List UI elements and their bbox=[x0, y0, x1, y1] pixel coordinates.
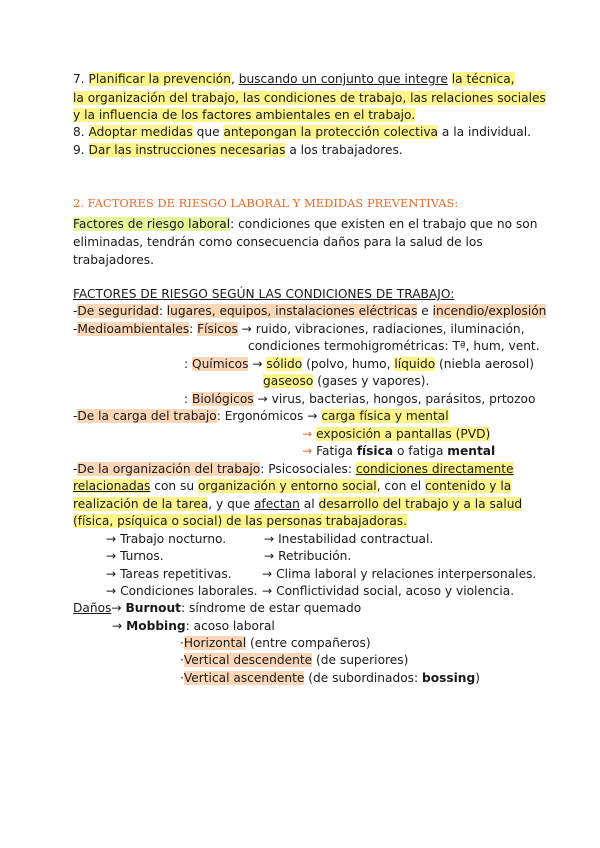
item-number: 7. bbox=[73, 72, 89, 86]
text: que bbox=[192, 125, 224, 139]
text: Fatiga bbox=[316, 444, 357, 458]
factors-heading: FACTORES DE RIESGO SEGÚN LAS CONDICIONES DE TRABAJO: bbox=[73, 287, 455, 301]
arrow-icon: → bbox=[111, 601, 126, 615]
text: : bbox=[184, 392, 192, 406]
list-item-7-line3 bbox=[73, 107, 415, 124]
list-item-9 bbox=[73, 142, 403, 159]
list-item: → Retribución. bbox=[264, 549, 352, 563]
list-item: → Condiciones laborales. bbox=[106, 584, 258, 598]
list-item: → Turnos. bbox=[106, 549, 164, 563]
text: , bbox=[230, 72, 239, 86]
list-item: → Inestabilidad contractual. bbox=[264, 532, 434, 546]
definition-line3: trabajadores. bbox=[73, 253, 154, 267]
bold-text: bossing bbox=[422, 671, 476, 685]
factor-organizacion bbox=[73, 461, 514, 478]
highlight-text: exposición a pantallas (PVD) bbox=[316, 427, 491, 441]
text: - bbox=[73, 409, 78, 423]
highlight-text: y la influencia de los factores ambientales en el trabajo. bbox=[73, 108, 416, 122]
gaseoso-line bbox=[263, 373, 429, 390]
text: , con el bbox=[376, 479, 425, 493]
text: (polvo, humo, bbox=[302, 357, 395, 371]
underlined-text: condiciones directamente bbox=[355, 462, 514, 476]
highlight-text: la organización del trabajo, las condiciones de trabajo, las relaciones sociales bbox=[73, 91, 546, 105]
bullet: · bbox=[180, 653, 184, 667]
arrow-icon: → bbox=[112, 619, 127, 633]
mobbing-horizontal bbox=[180, 635, 371, 652]
biologicos-line bbox=[184, 391, 535, 408]
highlight-term: Horizontal bbox=[183, 636, 247, 650]
list-item-7-line2 bbox=[73, 90, 546, 107]
organizacion-line2 bbox=[73, 478, 511, 495]
definition-line2: eliminadas, tendrán como consecuencia daños para la salud de los bbox=[73, 235, 483, 249]
text: con su bbox=[150, 479, 198, 493]
text: (de subordinados: bbox=[304, 671, 422, 685]
text: e bbox=[417, 304, 433, 318]
underlined-text: relacionadas bbox=[73, 479, 151, 493]
text: : Psicosociales: bbox=[260, 462, 356, 476]
highlight-text: (física, psíquica o social) de las personas trabajadoras. bbox=[73, 514, 408, 528]
bold-text: Burnout bbox=[125, 601, 182, 615]
text: ) bbox=[475, 671, 480, 685]
item-number: 8. bbox=[73, 125, 89, 139]
highlight-term: De la organización del trabajo bbox=[77, 462, 261, 476]
list-item-8 bbox=[73, 124, 531, 141]
factor-medioambientales bbox=[73, 321, 525, 338]
text: : síndrome de estar quemado bbox=[181, 601, 362, 615]
text: - bbox=[73, 462, 78, 476]
highlight-text: Adoptar medidas bbox=[88, 125, 193, 139]
highlight-term: Medioambientales bbox=[77, 322, 190, 336]
text: → virus, bacterias, hongos, parásitos, prtozoo bbox=[253, 392, 536, 406]
highlight-text: realización de la tarea bbox=[73, 497, 209, 511]
danos-burnout bbox=[73, 600, 361, 617]
highlight-text: líquido bbox=[394, 357, 436, 371]
highlight-term: Factores de riesgo laboral bbox=[73, 217, 231, 231]
text: - bbox=[73, 322, 78, 336]
bold-text: física bbox=[356, 444, 394, 458]
list-item: → Tareas repetitivas. bbox=[106, 567, 232, 581]
underlined-text: afectan bbox=[253, 497, 300, 511]
bullet: · bbox=[180, 671, 184, 685]
highlight-text: carga física y mental bbox=[321, 409, 449, 423]
organizacion-line3 bbox=[73, 496, 522, 513]
text: (de superiores) bbox=[312, 653, 409, 667]
highlight-text: Físicos bbox=[197, 322, 238, 336]
bold-text: Mobbing bbox=[126, 619, 186, 633]
list-item: → Clima laboral y relaciones interpersonales. bbox=[262, 567, 537, 581]
danos-label: Daños bbox=[73, 601, 112, 615]
highlight-text: gaseoso bbox=[263, 374, 314, 388]
text: : bbox=[158, 304, 167, 318]
highlight-term: Vertical ascendente bbox=[183, 671, 305, 685]
highlight-text: antepongan la protección colectiva bbox=[223, 125, 439, 139]
highlight-text: desarrollo del trabajo y a la salud bbox=[318, 497, 523, 511]
text: - bbox=[73, 304, 78, 318]
highlight-term: Vertical descendente bbox=[183, 653, 313, 667]
highlight-text: Planificar la prevención bbox=[88, 72, 231, 86]
text: → bbox=[248, 357, 267, 371]
highlight-term: De seguridad bbox=[77, 304, 159, 318]
text: : Ergonómicos → bbox=[216, 409, 322, 423]
highlight-text: organización y entorno social bbox=[197, 479, 377, 493]
organizacion-line4 bbox=[73, 513, 407, 530]
highlight-term: Químicos bbox=[191, 357, 249, 371]
text: → ruido, vibraciones, radiaciones, iluminación, bbox=[237, 322, 525, 336]
highlight-text: sólido bbox=[266, 357, 303, 371]
fisicos-line2: condiciones termohigrométricas: Tª, hum, vent. bbox=[248, 339, 540, 353]
text: (niebla aerosol) bbox=[435, 357, 534, 371]
text: (gases y vapores). bbox=[313, 374, 430, 388]
highlight-text: contenido y la bbox=[424, 479, 512, 493]
mobbing-vertical-ascendente bbox=[180, 670, 480, 687]
list-item: → Conflictividad social, acoso y violencia. bbox=[262, 584, 515, 598]
definition-line1 bbox=[73, 216, 537, 233]
text: : condiciones que existen en el trabajo que no son bbox=[230, 217, 538, 231]
highlight-term: De la carga del trabajo bbox=[77, 409, 217, 423]
list-item-7 bbox=[73, 71, 515, 88]
mobbing-vertical-descendente bbox=[180, 652, 408, 669]
highlight-term: Biológicos bbox=[191, 392, 254, 406]
highlight-text: incendio/explosión bbox=[432, 304, 547, 318]
highlight-text: lugares, equipos, instalaciones eléctricas bbox=[166, 304, 418, 318]
bullet: · bbox=[180, 636, 184, 650]
highlight-text: Dar las instrucciones necesarias bbox=[88, 143, 286, 157]
danos-mobbing bbox=[112, 618, 275, 635]
bold-text: mental bbox=[447, 444, 496, 458]
section-title: 2. FACTORES DE RIESGO LABORAL Y MEDIDAS PREVENTIVAS: bbox=[73, 196, 459, 210]
highlight-text: la técnica, bbox=[451, 72, 515, 86]
arrow-icon: → bbox=[302, 444, 317, 458]
text: a la individual. bbox=[438, 125, 531, 139]
text: , y que bbox=[208, 497, 254, 511]
factor-carga bbox=[73, 408, 449, 425]
text: a los trabajadores. bbox=[285, 143, 403, 157]
item-number: 9. bbox=[73, 143, 89, 157]
carga-fatiga bbox=[302, 443, 495, 460]
quimicos-line bbox=[184, 356, 534, 373]
text: o fatiga bbox=[393, 444, 448, 458]
list-item: → Trabajo nocturno. bbox=[106, 532, 227, 546]
text: : bbox=[184, 357, 192, 371]
text: : acoso laboral bbox=[185, 619, 275, 633]
text: al bbox=[299, 497, 319, 511]
arrow-icon: → bbox=[302, 427, 317, 441]
carga-pvd bbox=[302, 426, 490, 443]
underlined-text: buscando un conjunto que integre bbox=[238, 72, 448, 86]
factor-seguridad bbox=[73, 303, 546, 320]
text: (entre compañeros) bbox=[246, 636, 371, 650]
text: : bbox=[189, 322, 198, 336]
